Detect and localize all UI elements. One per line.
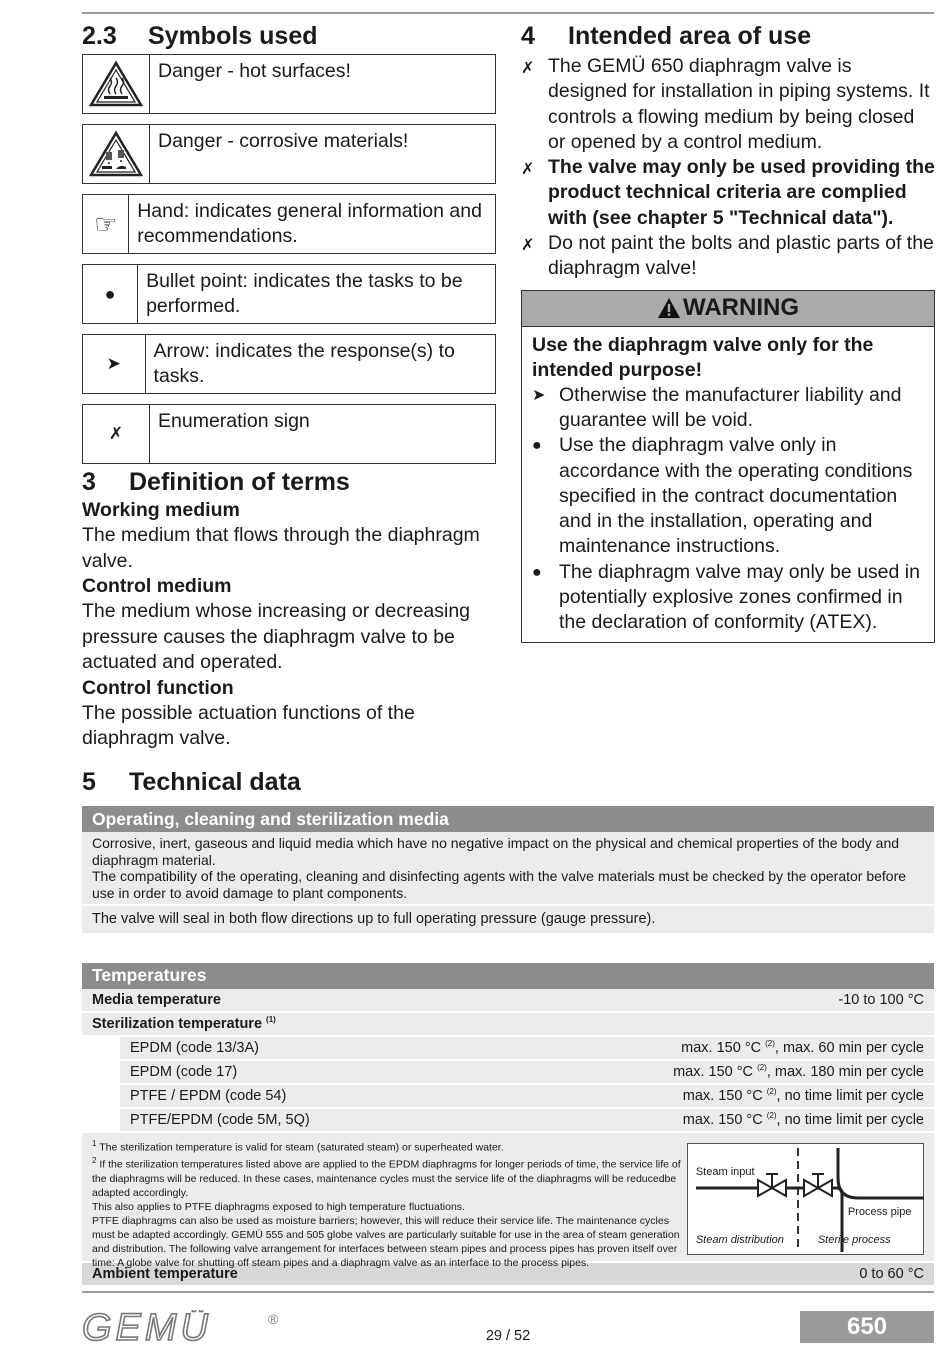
- list-item: ✗ Do not paint the bolts and plastic parts of the diaphragm valve!: [521, 231, 935, 282]
- section-5-heading: 5 Technical data: [82, 768, 301, 796]
- table-row: EPDM (code 17) max. 150 °C $^{(2)}$, max. 180 min per cycle: [120, 1061, 934, 1085]
- registered-mark: ®: [268, 1311, 279, 1327]
- footnotes-area: [82, 1133, 934, 1269]
- temperatures-table-header: Temperatures: [82, 963, 934, 989]
- footnote-3: This also applies to PTFE diaphragms exposed to high temperature fluctuations.: [92, 1200, 465, 1213]
- enumeration-cross-icon: ✗: [521, 237, 535, 255]
- warning-triangle-icon: [657, 297, 681, 319]
- media-seal-note: The valve will seal in both flow directions up to full operating pressure (gauge pressure).: [82, 906, 934, 935]
- list-item: ➤ Otherwise the manufacturer liability and guarantee will be void.: [532, 383, 924, 434]
- warning-body: [522, 327, 934, 642]
- terms-list: [82, 498, 496, 752]
- symbol-desc: Danger - hot surfaces!: [158, 60, 351, 82]
- enumeration-cross-icon: ✗: [83, 405, 150, 463]
- bottom-divider: [82, 1291, 934, 1293]
- list-item: ● Use the diaphragm valve only in accordance with the operating conditions specified in the contract documentation and in the installation, operating and maintenance instructions.: [532, 433, 924, 559]
- left-column: [82, 20, 496, 752]
- table-row: EPDM (code 13/3A) max. 150 °C $^{(2)}$, max. 60 min per cycle: [120, 1037, 934, 1061]
- list-item: ✗ The valve may only be used providing the product technical criteria are complied with (see chapter 5 "Technical data").: [521, 155, 935, 231]
- steam-distribution-label: Steam distribution: [695, 1233, 784, 1246]
- valve-arrangement-diagram: [687, 1143, 924, 1255]
- symbol-row-arrow: [82, 334, 496, 394]
- hot-surface-warning-icon: [83, 55, 150, 113]
- symbol-desc: Bullet point: indicates the tasks to be performed.: [146, 270, 463, 317]
- term-definition: The medium that flows through the diaphragm valve.: [82, 524, 480, 572]
- steam-input-label: Steam input: [695, 1165, 755, 1178]
- symbol-desc: Danger - corrosive materials!: [158, 130, 409, 152]
- table-row: PTFE / EPDM (code 54) max. 150 °C $^{(2)}$, no time limit per cycle: [120, 1085, 934, 1109]
- term-heading: Control function: [82, 676, 234, 699]
- right-column: [521, 20, 935, 643]
- media-description: Corrosive, inert, gaseous and liquid media which have no negative impact on the physical and chemical properties of the body and diaphragm material. The compatibility of the operating, cleaning and disinfecting agents with the valve materials must be checked by the operator before use in order to avoid damage to plant components.: [82, 832, 934, 906]
- table-row: PTFE/EPDM (code 5M, 5Q) max. 150 °C $^{(2)}$, no time limit per cycle: [120, 1109, 934, 1133]
- footnotes-text: [92, 1137, 683, 1269]
- footnote-2: $^2$ If the sterilization temperatures listed above are applied to the EPDM diaphragms for longer periods of time, the service life of the diaphragms will be reduced. In these cases, maintenance cycles must the service life of the diaphragms will be reducedbe adapted accordingly.: [92, 1156, 681, 1199]
- table-row: Sterilization temperature $^{(1)}$: [82, 1013, 934, 1037]
- term-heading: Working medium: [82, 499, 240, 521]
- bullet-dot-icon: ●: [532, 437, 542, 455]
- arrow-icon: ➤: [532, 386, 546, 404]
- warning-list: [532, 383, 924, 636]
- corrosive-warning-icon: [83, 125, 150, 183]
- section-3-heading: 3 Definition of terms: [82, 468, 350, 496]
- process-pipe-label: Process pipe: [847, 1205, 912, 1218]
- enumeration-cross-icon: ✗: [521, 161, 535, 179]
- pointing-hand-icon: ☞: [83, 195, 129, 253]
- arrow-icon: ➤: [83, 335, 146, 393]
- warning-header: WARNING: [522, 291, 934, 327]
- bullet-dot-icon: ●: [83, 265, 138, 323]
- term-definition: The possible actuation functions of the diaphragm valve.: [82, 701, 415, 749]
- product-badge: 650: [800, 1311, 934, 1343]
- symbol-desc: Hand: indicates general information and recommendations.: [137, 200, 482, 247]
- symbol-desc: Enumeration sign: [158, 410, 310, 432]
- sterile-process-label: Sterile process: [817, 1233, 891, 1246]
- footnote-4: PTFE diaphragms can also be used as moisture barriers; however, this will reduce their service life. The maintenance cycles must be adapted accordingly. GEMÜ 555 and 505 globe valves are particularly suitable for use in the area of steam generation and distribution. The following valve arrangement for interfaces between steam pipes and process pipes has proven itself over time: A globe valve for shutting off steam pipes and a diaphragm valve as an interface to the process pipes.: [92, 1214, 680, 1269]
- page-number: 29 / 52: [485, 1328, 531, 1344]
- intended-use-list: [521, 54, 935, 282]
- symbol-row-bullet: [82, 264, 496, 324]
- term-definition: The medium whose increasing or decreasing pressure causes the diaphragm valve to be actuated and operated.: [82, 600, 471, 673]
- warning-lead: Use the diaphragm valve only for the intended purpose!: [532, 333, 874, 381]
- symbol-row-hot: [82, 54, 496, 114]
- symbol-desc: Arrow: indicates the response(s) to tasks.: [153, 340, 455, 387]
- top-divider: [82, 12, 934, 14]
- list-item: ● The diaphragm valve may only be used in potentially explosive zones confirmed in the declaration of conformity (ATEX).: [532, 560, 924, 636]
- table-row: Media temperature -10 to 100 °C: [82, 989, 934, 1013]
- bullet-dot-icon: ●: [532, 563, 542, 581]
- media-table-header: Operating, cleaning and sterilization media: [82, 806, 934, 832]
- brand-text: GEMÜ: [82, 1310, 212, 1344]
- list-item: ✗ The GEMÜ 650 diaphragm valve is designed for installation in piping systems. It controls a flowing medium by being closed or opened by a control medium.: [521, 54, 935, 155]
- section-2-3-heading: 2.3 Symbols used: [82, 22, 318, 50]
- symbol-row-enum: [82, 404, 496, 464]
- enumeration-cross-icon: ✗: [521, 60, 535, 77]
- footnote-1: $^1$ The sterilization temperature is valid for steam (saturated steam) or superheated water.: [92, 1138, 504, 1153]
- symbol-row-hand: [82, 194, 496, 254]
- symbol-row-corrosive: [82, 124, 496, 184]
- warning-box: [521, 290, 935, 643]
- term-heading: Control medium: [82, 575, 232, 597]
- technical-data-section: [82, 766, 934, 1287]
- table-row: Ambient temperature 0 to 60 °C: [82, 1263, 934, 1287]
- section-4-heading: 4 Intended area of use: [521, 22, 812, 50]
